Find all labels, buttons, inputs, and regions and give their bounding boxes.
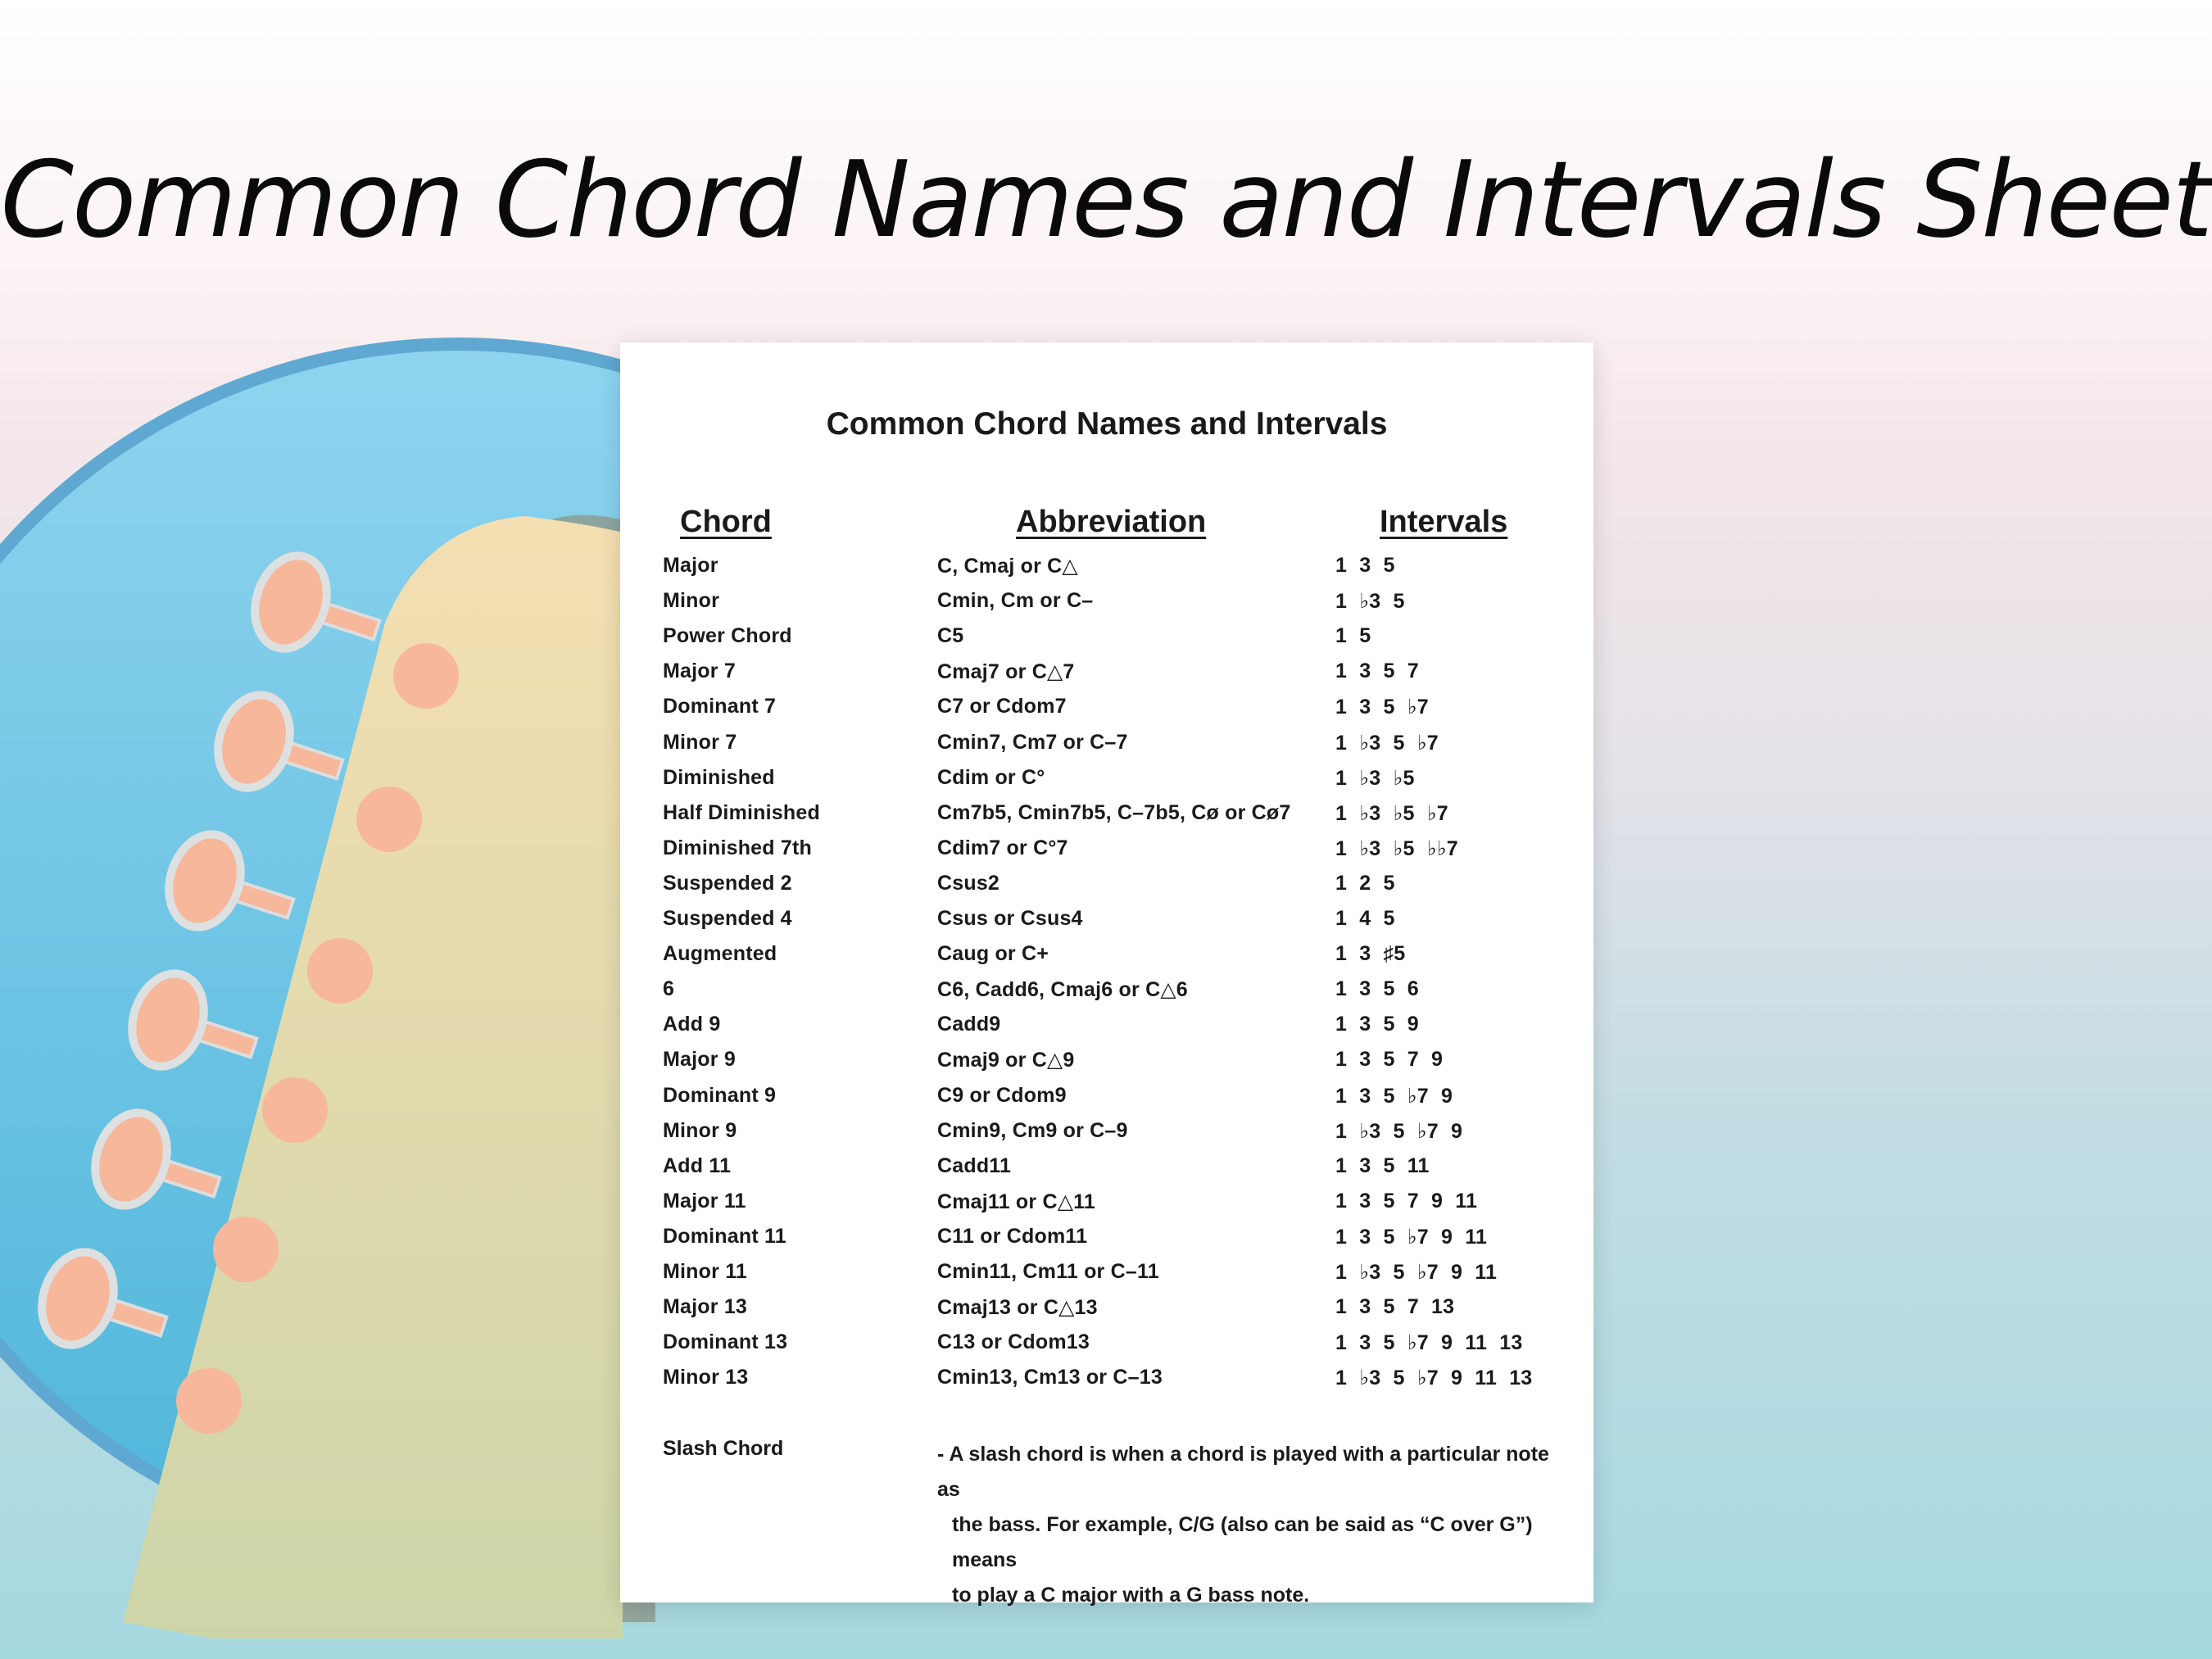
table-row — [620, 1295, 1593, 1328]
chord-name: Suspended 4 — [663, 907, 792, 930]
chord-intervals: 1 2 5 — [1335, 871, 1395, 895]
chord-abbreviation: Cmin7, Cm7 or C–7 — [937, 730, 1128, 754]
chord-name: Suspended 2 — [663, 871, 792, 895]
chord-sheet — [620, 342, 1593, 1607]
chord-abbreviation: Cmin11, Cm11 or C–11 — [937, 1260, 1159, 1283]
chord-intervals: 1 ♭3 5 ♭7 9 11 13 — [1335, 1367, 1533, 1390]
table-row — [620, 907, 1593, 940]
table-row — [620, 589, 1593, 622]
chord-intervals: 1 3 ♯5 — [1335, 942, 1406, 966]
table-row — [620, 977, 1593, 1010]
chord-intervals: 1 4 5 — [1335, 907, 1395, 930]
chord-name: 6 — [663, 977, 675, 1001]
table-row — [620, 801, 1593, 834]
chord-intervals: 1 3 5 7 9 11 — [1335, 1189, 1478, 1213]
table-row — [620, 1013, 1593, 1045]
chord-abbreviation: Cmin9, Cm9 or C–9 — [937, 1118, 1128, 1142]
chord-abbreviation: Cadd9 — [937, 1013, 1001, 1036]
chord-intervals: 1 3 5 11 — [1335, 1154, 1430, 1177]
chord-name: Add 11 — [663, 1154, 732, 1177]
chord-abbreviation: C5 — [937, 624, 964, 648]
chord-intervals: 1 ♭3 5 ♭7 9 — [1335, 1119, 1463, 1143]
slash-chord-description — [937, 1437, 1560, 1613]
chord-intervals: 1 3 5 ♭7 9 — [1335, 1084, 1453, 1108]
chord-name: Add 9 — [663, 1013, 721, 1036]
chord-name: Dominant 11 — [663, 1224, 786, 1248]
chord-abbreviation: Cmin13, Cm13 or C–13 — [937, 1366, 1163, 1389]
chord-abbreviation: C13 or Cdom13 — [937, 1330, 1090, 1354]
table-row — [620, 1366, 1593, 1398]
chord-intervals: 1 3 5 9 — [1335, 1013, 1419, 1036]
chord-name: Minor 9 — [663, 1118, 737, 1142]
chord-intervals: 1 3 5 ♭7 — [1335, 696, 1429, 719]
page-title: Common Chord Names and Intervals Sheet — [0, 139, 2212, 261]
slash-line-2: the bass. For example, C/G (also can be said as “C over G”) means — [952, 1513, 1533, 1571]
chord-name: Major 7 — [663, 660, 736, 683]
table-row — [620, 1119, 1593, 1152]
chord-abbreviation: Cmaj11 or C△11 — [937, 1190, 1095, 1213]
chord-name: Diminished 7th — [663, 836, 812, 859]
chord-abbreviation: Cdim7 or C°7 — [937, 836, 1068, 859]
chord-name: Minor 13 — [663, 1366, 749, 1389]
slash-line-1: - A slash chord is when a chord is played with a particular note as — [937, 1443, 1549, 1501]
table-row — [620, 872, 1593, 904]
header-intervals: Intervals — [1380, 505, 1508, 539]
chord-name: Major 11 — [663, 1189, 746, 1213]
chord-abbreviation: C7 or Cdom7 — [937, 695, 1067, 718]
chord-abbreviation: Csus or Csus4 — [937, 907, 1083, 930]
chord-name: Minor 11 — [663, 1260, 748, 1283]
table-row — [620, 1260, 1593, 1293]
chord-abbreviation: C6, Cadd6, Cmaj6 or C△6 — [937, 978, 1188, 1002]
chord-intervals: 1 3 5 7 13 — [1335, 1295, 1455, 1319]
table-row — [620, 1048, 1593, 1081]
table-row — [620, 731, 1593, 764]
chord-name: Minor — [663, 589, 720, 613]
chord-abbreviation: Csus2 — [937, 871, 1000, 895]
chord-abbreviation: Cmin, Cm or C– — [937, 589, 1094, 613]
chord-abbreviation: Caug or C+ — [937, 942, 1049, 966]
chord-abbreviation: Cdim or C° — [937, 765, 1045, 789]
chord-name: Dominant 7 — [663, 695, 777, 718]
chord-name: Diminished — [663, 765, 775, 789]
chord-name: Power Chord — [663, 624, 792, 648]
chord-intervals: 1 ♭3 5 ♭7 — [1335, 731, 1439, 755]
chord-abbreviation: C, Cmaj or C△ — [937, 555, 1078, 578]
chord-name: Major — [663, 554, 718, 577]
table-row — [620, 695, 1593, 728]
chord-abbreviation: C9 or Cdom9 — [937, 1083, 1067, 1107]
chord-name: Major 9 — [663, 1048, 736, 1072]
chord-intervals: 1 ♭3 ♭5 — [1335, 766, 1415, 790]
chord-intervals: 1 3 5 ♭7 9 11 13 — [1335, 1331, 1523, 1355]
chord-name: Major 13 — [663, 1295, 748, 1319]
chord-intervals: 1 ♭3 ♭5 ♭♭7 — [1335, 836, 1458, 860]
slash-line-3: to play a C major with a G bass note. — [952, 1584, 1310, 1607]
chord-abbreviation: Cadd11 — [937, 1154, 1012, 1177]
chord-intervals: 1 3 5 7 — [1335, 660, 1419, 683]
table-row — [620, 1330, 1593, 1363]
chord-intervals: 1 3 5 6 — [1335, 977, 1419, 1001]
chord-abbreviation: Cmaj7 or C△7 — [937, 660, 1075, 684]
table-row — [620, 1225, 1593, 1258]
chord-intervals: 1 3 5 7 9 — [1335, 1048, 1444, 1072]
table-row — [620, 836, 1593, 869]
slash-chord-label: Slash Chord — [663, 1437, 784, 1460]
chord-name: Augmented — [663, 942, 777, 966]
chord-name: Minor 7 — [663, 730, 737, 754]
chord-abbreviation: C11 or Cdom11 — [937, 1224, 1088, 1248]
chord-abbreviation: Cmaj9 or C△9 — [937, 1049, 1075, 1072]
table-row — [620, 942, 1593, 975]
table-row — [620, 660, 1593, 692]
chord-intervals: 1 ♭3 ♭5 ♭7 — [1335, 801, 1448, 825]
table-row — [620, 766, 1593, 799]
chord-name: Dominant 9 — [663, 1083, 777, 1107]
chord-abbreviation: Cm7b5, Cmin7b5, C–7b5, Cø or Cø7 — [937, 800, 1291, 824]
chord-intervals: 1 ♭3 5 ♭7 9 11 — [1335, 1261, 1498, 1284]
table-row — [620, 1154, 1593, 1187]
table-row — [620, 1190, 1593, 1222]
chord-intervals: 1 5 — [1335, 624, 1371, 648]
header-chord: Chord — [680, 505, 772, 539]
sheet-title: Common Chord Names and Intervals — [826, 406, 1388, 442]
chord-intervals: 1 3 5 — [1335, 554, 1395, 577]
chord-intervals: 1 3 5 ♭7 9 11 — [1335, 1225, 1488, 1249]
chord-name: Half Diminished — [663, 800, 820, 824]
table-row — [620, 624, 1593, 657]
header-abbreviation: Abbreviation — [1016, 505, 1207, 539]
table-row — [620, 554, 1593, 587]
chord-name: Dominant 13 — [663, 1330, 788, 1354]
chord-intervals: 1 ♭3 5 — [1335, 590, 1405, 614]
chord-abbreviation: Cmaj13 or C△13 — [937, 1296, 1098, 1320]
table-row — [620, 1084, 1593, 1117]
